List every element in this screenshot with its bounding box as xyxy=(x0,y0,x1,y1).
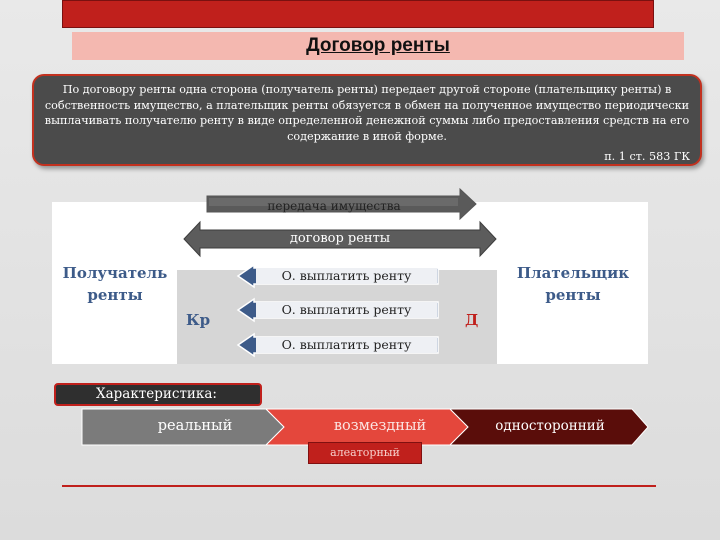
obligation-label-3: О. выплатить ренту xyxy=(281,337,412,352)
characteristics-label: Характеристика: xyxy=(54,383,262,406)
obligation-label-1: О. выплатить ренту xyxy=(281,268,412,283)
characteristic-aleatory: алеаторный xyxy=(308,442,422,464)
creditor-label: Кр xyxy=(186,311,211,329)
bottom-divider xyxy=(62,485,656,487)
characteristic-onerous: возмездный xyxy=(333,418,427,434)
recipient-label: Получатель ренты xyxy=(62,264,168,304)
transfer-label: передача имущества xyxy=(267,199,401,213)
characteristic-unilateral: односторонний xyxy=(495,418,605,434)
obligation-label-2: О. выплатить ренту xyxy=(281,302,412,317)
definition-text: По договору ренты одна сторона (получатель ренты) передает другой стороне (плательщику ренты) в собственность имущество, а плательщик ренты обязуется в обмен на полученное имущество периодически выплачивать получателю ренту в виде определенной денежной суммы либо предоставления средств на его содержание в иной форме. xyxy=(44,83,690,143)
contract-label: договор ренты xyxy=(289,231,391,246)
payer-label: Плательщик ренты xyxy=(516,264,630,304)
definition-source: п. 1 ст. 583 ГК xyxy=(604,150,690,163)
page-title: Договор ренты xyxy=(306,35,450,56)
debtor-label: Д xyxy=(465,311,479,329)
characteristic-real: реальный xyxy=(157,418,233,434)
